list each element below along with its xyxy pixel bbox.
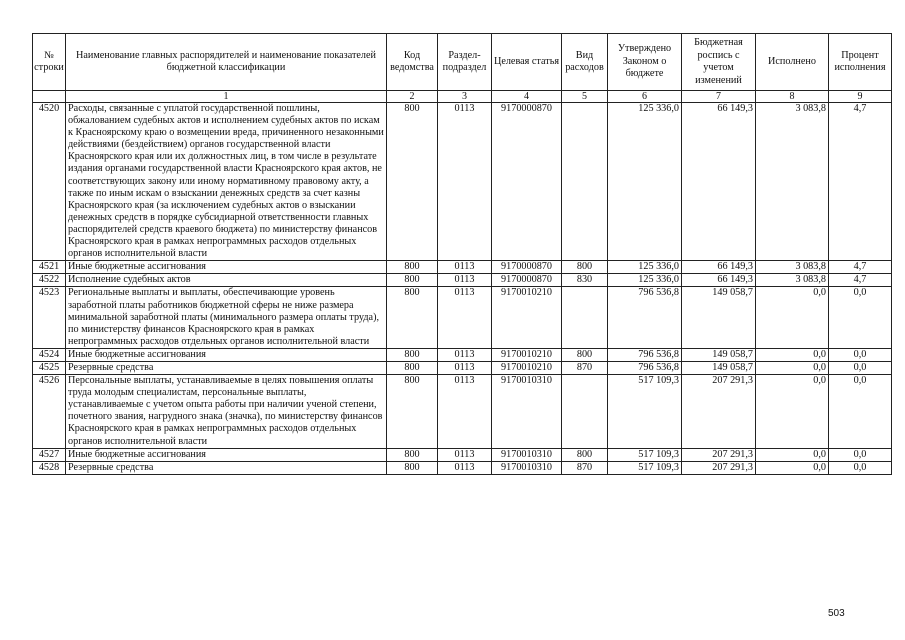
row-executed: 3 083,8 [756,261,829,274]
header-percent: Процент исполнения [829,34,892,91]
row-budget-schedule: 66 149,3 [682,103,756,261]
row-dept-code: 800 [387,348,438,361]
row-section: 0113 [438,274,492,287]
row-number: 4521 [33,261,66,274]
row-approved: 796 536,8 [608,348,682,361]
row-section: 0113 [438,375,492,449]
header-expense-kind: Вид расходов [562,34,608,91]
column-number-row [33,91,892,103]
row-executed: 0,0 [756,448,829,461]
row-executed: 0,0 [756,287,829,348]
row-target-article: 9170000870 [492,103,562,261]
row-dept-code: 800 [387,461,438,474]
row-target-article: 9170010310 [492,448,562,461]
row-percent: 4,7 [829,261,892,274]
row-executed: 0,0 [756,361,829,374]
column-number: 2 [387,91,438,103]
header-executed: Исполнено [756,34,829,91]
row-approved: 796 536,8 [608,361,682,374]
row-expense-kind: 830 [562,274,608,287]
row-budget-schedule: 66 149,3 [682,274,756,287]
header-section: Раздел-подраздел [438,34,492,91]
row-name: Резервные средства [66,361,387,374]
header-row-number: № строки [33,34,66,91]
row-executed: 0,0 [756,461,829,474]
row-name: Персональные выплаты, устанавливаемые в целях повышения оплаты труда молодым специалистам, персональные выплаты, устанавливаемые с учетом опыта работы при наличии ученой степени, почетного звания, нагрудного знака (значка), по министерству финансов Красноярского края в рамках непрограммных расходов отдельных органов исполнительной власти [66,375,387,449]
row-target-article: 9170010210 [492,287,562,348]
row-budget-schedule: 149 058,7 [682,287,756,348]
row-percent: 0,0 [829,361,892,374]
row-name: Исполнение судебных актов [66,274,387,287]
row-name: Расходы, связанные с уплатой государственной пошлины, обжалованием судебных актов и исполнением судебных актов по искам к Красноярскому краю о возмещении вреда, причиненного незаконными действиями (бездействием) органов государственной власти Красноярского края или их должностных лиц, в том числе в результате издания органами государственной власти Красноярского края актов, не соответствующих закону или иному нормативному правовому акту, а также по иным искам о взыскании денежных средств за счет казны Красноярского края (за исключением судебных актов о взыскании денежных средств в порядке субсидиарной ответственности главных распорядителей средств краевого бюджета) по министерству финансов Красноярского края в рамках непрограммных расходов отдельных органов исполнительной власти [66,103,387,261]
row-executed: 3 083,8 [756,274,829,287]
row-approved: 125 336,0 [608,103,682,261]
row-approved: 125 336,0 [608,274,682,287]
row-section: 0113 [438,261,492,274]
row-section: 0113 [438,448,492,461]
row-number: 4525 [33,361,66,374]
row-dept-code: 800 [387,103,438,261]
table-row [33,348,892,361]
row-number: 4528 [33,461,66,474]
row-approved: 517 109,3 [608,461,682,474]
row-target-article: 9170010310 [492,375,562,449]
row-dept-code: 800 [387,375,438,449]
header-dept-code: Код ведомства [387,34,438,91]
row-number: 4526 [33,375,66,449]
row-dept-code: 800 [387,448,438,461]
row-section: 0113 [438,461,492,474]
table-row [33,261,892,274]
row-dept-code: 800 [387,287,438,348]
row-percent: 0,0 [829,348,892,361]
column-number: 3 [438,91,492,103]
table-row [33,103,892,261]
table-body [33,103,892,475]
row-expense-kind: 870 [562,361,608,374]
row-budget-schedule: 66 149,3 [682,261,756,274]
row-executed: 0,0 [756,348,829,361]
column-number: 7 [682,91,756,103]
header-approved: Утверждено Законом о бюджете [608,34,682,91]
column-number: 1 [66,91,387,103]
row-section: 0113 [438,361,492,374]
row-budget-schedule: 207 291,3 [682,461,756,474]
row-approved: 796 536,8 [608,287,682,348]
row-target-article: 9170010210 [492,361,562,374]
row-budget-schedule: 149 058,7 [682,348,756,361]
row-dept-code: 800 [387,274,438,287]
row-number: 4527 [33,448,66,461]
row-expense-kind: 800 [562,261,608,274]
row-approved: 125 336,0 [608,261,682,274]
row-expense-kind: 870 [562,461,608,474]
row-section: 0113 [438,348,492,361]
row-section: 0113 [438,103,492,261]
column-number: 5 [562,91,608,103]
row-name: Региональные выплаты и выплаты, обеспечивающие уровень заработной платы работников бюджетной сферы не ниже размера минимальной заработной платы (минимального размера оплаты труда), по министерству финансов Красноярского края в рамках непрограммных расходов отдельных органов исполнительной власти [66,287,387,348]
row-number: 4523 [33,287,66,348]
row-percent: 0,0 [829,448,892,461]
row-number: 4520 [33,103,66,261]
row-target-article: 9170000870 [492,261,562,274]
table-row [33,287,892,348]
row-percent: 4,7 [829,274,892,287]
row-executed: 3 083,8 [756,103,829,261]
row-budget-schedule: 207 291,3 [682,375,756,449]
table-row [33,461,892,474]
row-expense-kind: 800 [562,448,608,461]
row-name: Иные бюджетные ассигнования [66,448,387,461]
budget-execution-table [32,33,892,475]
row-dept-code: 800 [387,361,438,374]
row-name: Резервные средства [66,461,387,474]
row-budget-schedule: 207 291,3 [682,448,756,461]
row-budget-schedule: 149 058,7 [682,361,756,374]
row-percent: 4,7 [829,103,892,261]
column-number: 8 [756,91,829,103]
row-percent: 0,0 [829,461,892,474]
row-dept-code: 800 [387,261,438,274]
row-target-article: 9170000870 [492,274,562,287]
header-target-article: Целевая статья [492,34,562,91]
page-number: 503 [828,608,845,619]
column-number: 9 [829,91,892,103]
row-target-article: 9170010210 [492,348,562,361]
row-expense-kind [562,103,608,261]
row-name: Иные бюджетные ассигнования [66,348,387,361]
row-target-article: 9170010310 [492,461,562,474]
column-number: 6 [608,91,682,103]
row-percent: 0,0 [829,375,892,449]
row-percent: 0,0 [829,287,892,348]
row-expense-kind [562,375,608,449]
row-expense-kind [562,287,608,348]
table-row [33,361,892,374]
row-expense-kind: 800 [562,348,608,361]
table-row [33,274,892,287]
column-number: 4 [492,91,562,103]
row-number: 4522 [33,274,66,287]
table-row [33,375,892,449]
header-row [33,34,892,91]
header-name: Наименование главных распорядителей и наименование показателей бюджетной классификации [66,34,387,91]
row-approved: 517 109,3 [608,375,682,449]
table-row [33,448,892,461]
row-number: 4524 [33,348,66,361]
row-approved: 517 109,3 [608,448,682,461]
row-executed: 0,0 [756,375,829,449]
row-name: Иные бюджетные ассигнования [66,261,387,274]
row-section: 0113 [438,287,492,348]
header-budget-schedule: Бюджетная роспись с учетом изменений [682,34,756,91]
